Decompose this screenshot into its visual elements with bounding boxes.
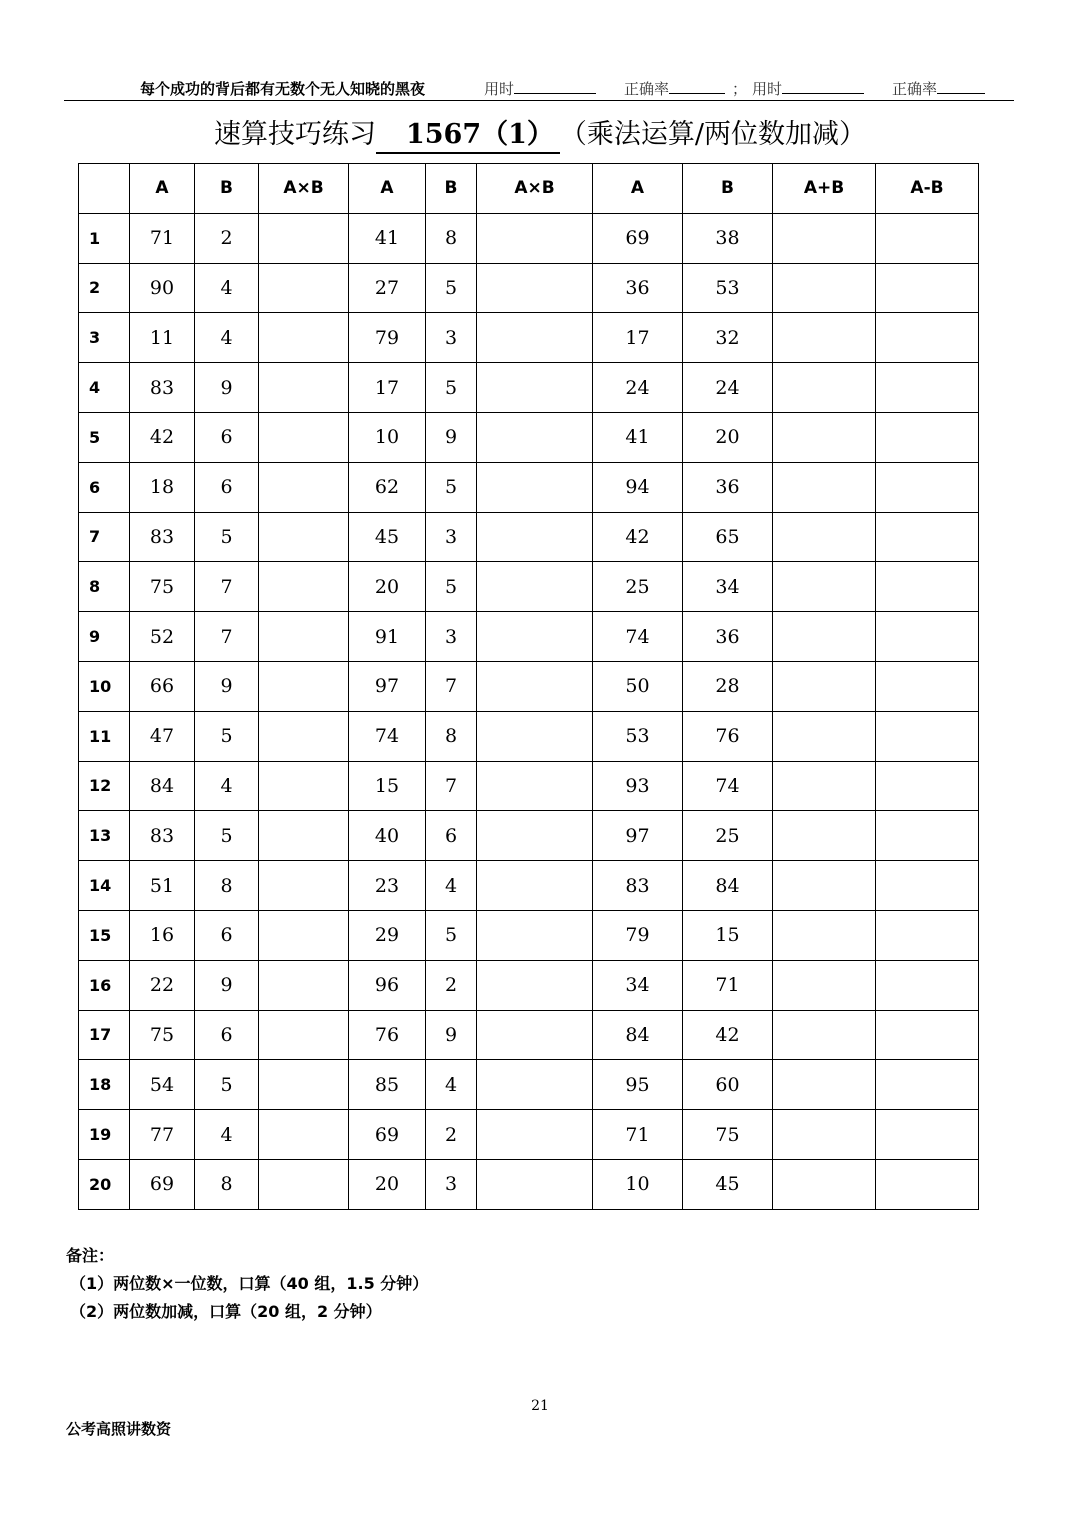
row-index: 6 [79,462,130,512]
ans-mul-2-cell[interactable] [477,811,593,861]
ans-diff-cell[interactable] [876,661,979,711]
operand-cell: 90 [130,263,195,313]
note-line-2: （2）两位数加减，口算（20 组，2 分钟） [70,1302,382,1321]
ans-diff-cell[interactable] [876,1159,979,1209]
ans-diff-cell[interactable] [876,363,979,413]
accuracy-field-1[interactable] [624,78,725,99]
operand-cell: 5 [195,711,259,761]
ans-mul-1-cell[interactable] [259,1010,349,1060]
operand-cell: 15 [349,761,426,811]
operand-cell: 71 [683,960,773,1010]
operand-cell: 11 [130,313,195,363]
time-label-1: 用时 [484,80,515,98]
ans-diff-cell[interactable] [876,811,979,861]
table-row [79,263,979,313]
table-row [79,1159,979,1209]
ans-diff-cell[interactable] [876,462,979,512]
ans-mul-1-cell[interactable] [259,313,349,363]
column-header: A-B [876,164,979,214]
operand-cell: 3 [426,313,477,363]
operand-cell: 34 [593,960,683,1010]
operand-cell: 10 [349,412,426,462]
row-index: 11 [79,711,130,761]
accuracy-blank-1[interactable] [669,78,725,94]
ans-sum-cell[interactable] [773,263,876,313]
row-index: 19 [79,1110,130,1160]
operand-cell: 4 [426,861,477,911]
operand-cell: 66 [130,661,195,711]
ans-mul-2-cell[interactable] [477,661,593,711]
operand-cell: 79 [593,910,683,960]
time-blank-2[interactable] [782,78,864,94]
column-header: A [349,164,426,214]
operand-cell: 6 [195,910,259,960]
ans-mul-2-cell[interactable] [477,412,593,462]
ans-diff-cell[interactable] [876,412,979,462]
table-row [79,861,979,911]
operand-cell: 42 [683,1010,773,1060]
table-row [79,562,979,612]
notes-heading: 备注： [66,1246,115,1265]
ans-mul-1-cell[interactable] [259,811,349,861]
operand-cell: 7 [426,661,477,711]
row-index: 1 [79,213,130,263]
ans-mul-2-cell[interactable] [477,1010,593,1060]
table-row [79,213,979,263]
column-header: B [195,164,259,214]
table-row [79,363,979,413]
operand-cell: 9 [195,661,259,711]
row-index: 4 [79,363,130,413]
operand-cell: 5 [426,562,477,612]
operand-cell: 75 [130,562,195,612]
operand-cell: 8 [426,711,477,761]
row-index: 10 [79,661,130,711]
operand-cell: 27 [349,263,426,313]
operand-cell: 5 [426,910,477,960]
table-row [79,412,979,462]
table-header-row [79,164,979,214]
time-blank-1[interactable] [514,78,596,94]
ans-mul-2-cell[interactable] [477,1060,593,1110]
row-index: 17 [79,1010,130,1060]
operand-cell: 40 [349,811,426,861]
column-header: A×B [477,164,593,214]
table-row [79,1060,979,1110]
table-row [79,512,979,562]
ans-mul-1-cell[interactable] [259,263,349,313]
operand-cell: 76 [349,1010,426,1060]
row-index: 14 [79,861,130,911]
operand-cell: 5 [426,263,477,313]
operand-cell: 15 [683,910,773,960]
operand-cell: 38 [683,213,773,263]
operand-cell: 2 [426,1110,477,1160]
operand-cell: 9 [195,363,259,413]
operand-cell: 9 [426,1010,477,1060]
operand-cell: 22 [130,960,195,1010]
page-title [0,112,1080,154]
ans-mul-1-cell[interactable] [259,412,349,462]
ans-mul-2-cell[interactable] [477,612,593,662]
operand-cell: 84 [683,861,773,911]
row-index: 13 [79,811,130,861]
operand-cell: 7 [195,612,259,662]
operand-cell: 24 [683,363,773,413]
ans-sum-cell[interactable] [773,213,876,263]
operand-cell: 97 [593,811,683,861]
operand-cell: 45 [349,512,426,562]
operand-cell: 83 [593,861,683,911]
operand-cell: 97 [349,661,426,711]
operand-cell: 25 [593,562,683,612]
operand-cell: 83 [130,363,195,413]
table-body [79,213,979,1209]
table-row [79,661,979,711]
ans-sum-cell[interactable] [773,1010,876,1060]
note-line-1: （1）两位数×一位数，口算（40 组，1.5 分钟） [70,1274,429,1293]
ans-mul-2-cell[interactable] [477,910,593,960]
operand-cell: 69 [593,213,683,263]
operand-cell: 96 [349,960,426,1010]
operand-cell: 84 [130,761,195,811]
ans-sum-cell[interactable] [773,412,876,462]
operand-cell: 5 [195,811,259,861]
operand-cell: 23 [349,861,426,911]
operand-cell: 4 [195,263,259,313]
operand-cell: 8 [195,1159,259,1209]
ans-mul-1-cell[interactable] [259,612,349,662]
operand-cell: 75 [130,1010,195,1060]
operand-cell: 5 [426,462,477,512]
table-row [79,612,979,662]
operand-cell: 62 [349,462,426,512]
ans-diff-cell[interactable] [876,313,979,363]
ans-sum-cell[interactable] [773,1159,876,1209]
ans-mul-2-cell[interactable] [477,313,593,363]
operand-cell: 85 [349,1060,426,1110]
row-index: 16 [79,960,130,1010]
operand-cell: 28 [683,661,773,711]
table-row [79,462,979,512]
ans-diff-cell[interactable] [876,1110,979,1160]
operand-cell: 93 [593,761,683,811]
row-index: 15 [79,910,130,960]
operand-cell: 3 [426,1159,477,1209]
operand-cell: 2 [426,960,477,1010]
operand-cell: 3 [426,612,477,662]
operand-cell: 74 [683,761,773,811]
ans-sum-cell[interactable] [773,661,876,711]
operand-cell: 2 [195,213,259,263]
ans-mul-2-cell[interactable] [477,861,593,911]
column-header: B [426,164,477,214]
ans-mul-1-cell[interactable] [259,512,349,562]
time-field-2[interactable] [752,78,864,99]
table-row [79,811,979,861]
operand-cell: 6 [195,1010,259,1060]
ans-sum-cell[interactable] [773,761,876,811]
table-row [79,960,979,1010]
operand-cell: 50 [593,661,683,711]
operand-cell: 6 [426,811,477,861]
ans-diff-cell[interactable] [876,1060,979,1110]
table-row [79,1110,979,1160]
ans-sum-cell[interactable] [773,1110,876,1160]
ans-mul-2-cell[interactable] [477,263,593,313]
table-row [79,313,979,363]
operand-cell: 60 [683,1060,773,1110]
operand-cell: 5 [426,363,477,413]
footer-text: 公考高照讲数资 [66,1420,172,1438]
operand-cell: 9 [195,960,259,1010]
ans-mul-2-cell[interactable] [477,213,593,263]
ans-mul-1-cell[interactable] [259,1159,349,1209]
operand-cell: 51 [130,861,195,911]
operand-cell: 42 [593,512,683,562]
row-index: 3 [79,313,130,363]
ans-mul-1-cell[interactable] [259,960,349,1010]
operand-cell: 84 [593,1010,683,1060]
operand-cell: 91 [349,612,426,662]
ans-mul-2-cell[interactable] [477,462,593,512]
row-index: 20 [79,1159,130,1209]
ans-mul-1-cell[interactable] [259,213,349,263]
operand-cell: 17 [593,313,683,363]
ans-sum-cell[interactable] [773,811,876,861]
table-row [79,711,979,761]
operand-cell: 10 [593,1159,683,1209]
column-header: B [683,164,773,214]
operand-cell: 8 [426,213,477,263]
ans-sum-cell[interactable] [773,612,876,662]
operand-cell: 74 [349,711,426,761]
operand-cell: 47 [130,711,195,761]
operand-cell: 6 [195,462,259,512]
operand-cell: 94 [593,462,683,512]
ans-mul-1-cell[interactable] [259,462,349,512]
accuracy-blank-2[interactable] [937,78,985,94]
row-index: 2 [79,263,130,313]
time-field-1[interactable] [484,78,596,99]
operand-cell: 83 [130,512,195,562]
ans-mul-2-cell[interactable] [477,761,593,811]
operand-cell: 5 [195,1060,259,1110]
operand-cell: 69 [130,1159,195,1209]
table-row [79,1010,979,1060]
column-header: A [593,164,683,214]
notes-section [66,1242,428,1326]
row-index: 5 [79,412,130,462]
operand-cell: 69 [349,1110,426,1160]
ans-sum-cell[interactable] [773,711,876,761]
ans-diff-cell[interactable] [876,263,979,313]
ans-mul-1-cell[interactable] [259,761,349,811]
operand-cell: 20 [349,562,426,612]
operand-cell: 45 [683,1159,773,1209]
row-index: 8 [79,562,130,612]
page-header [64,76,1014,101]
operand-cell: 7 [426,761,477,811]
operand-cell: 74 [593,612,683,662]
operand-cell: 95 [593,1060,683,1110]
operand-cell: 29 [349,910,426,960]
ans-diff-cell[interactable] [876,1010,979,1060]
table-row [79,910,979,960]
ans-sum-cell[interactable] [773,861,876,911]
column-header: A×B [259,164,349,214]
operand-cell: 36 [683,612,773,662]
operand-cell: 76 [683,711,773,761]
operand-cell: 54 [130,1060,195,1110]
ans-mul-1-cell[interactable] [259,711,349,761]
ans-diff-cell[interactable] [876,711,979,761]
operand-cell: 5 [195,512,259,562]
operand-cell: 65 [683,512,773,562]
ans-mul-1-cell[interactable] [259,861,349,911]
table-row [79,761,979,811]
header-index [79,164,130,214]
operand-cell: 53 [593,711,683,761]
column-header: A [130,164,195,214]
operand-cell: 52 [130,612,195,662]
operand-cell: 20 [349,1159,426,1209]
ans-mul-2-cell[interactable] [477,960,593,1010]
ans-sum-cell[interactable] [773,960,876,1010]
separator: ； [732,80,748,98]
operand-cell: 7 [195,562,259,612]
ans-sum-cell[interactable] [773,1060,876,1110]
row-index: 18 [79,1060,130,1110]
operand-cell: 4 [195,761,259,811]
operand-cell: 36 [683,462,773,512]
operand-cell: 4 [195,1110,259,1160]
accuracy-label-1: 正确率 [624,80,670,98]
operand-cell: 42 [130,412,195,462]
operand-cell: 75 [683,1110,773,1160]
operand-cell: 17 [349,363,426,413]
operand-cell: 36 [593,263,683,313]
row-index: 7 [79,512,130,562]
operand-cell: 18 [130,462,195,512]
operand-cell: 3 [426,512,477,562]
ans-sum-cell[interactable] [773,363,876,413]
operand-cell: 32 [683,313,773,363]
operand-cell: 16 [130,910,195,960]
time-label-2: 用时 [752,80,783,98]
ans-diff-cell[interactable] [876,861,979,911]
ans-sum-cell[interactable] [773,512,876,562]
practice-table [78,163,979,1210]
accuracy-field-2[interactable] [892,78,985,99]
ans-sum-cell[interactable] [773,562,876,612]
column-header: A+B [773,164,876,214]
ans-mul-2-cell[interactable] [477,1110,593,1160]
ans-diff-cell[interactable] [876,960,979,1010]
operand-cell: 34 [683,562,773,612]
operand-cell: 71 [593,1110,683,1160]
ans-mul-1-cell[interactable] [259,363,349,413]
ans-mul-2-cell[interactable] [477,363,593,413]
ans-mul-1-cell[interactable] [259,661,349,711]
ans-mul-2-cell[interactable] [477,1159,593,1209]
ans-mul-1-cell[interactable] [259,1110,349,1160]
operand-cell: 41 [593,412,683,462]
ans-diff-cell[interactable] [876,213,979,263]
operand-cell: 83 [130,811,195,861]
operand-cell: 77 [130,1110,195,1160]
ans-mul-2-cell[interactable] [477,562,593,612]
operand-cell: 41 [349,213,426,263]
row-index: 12 [79,761,130,811]
ans-diff-cell[interactable] [876,562,979,612]
operand-cell: 9 [426,412,477,462]
ans-diff-cell[interactable] [876,761,979,811]
operand-cell: 71 [130,213,195,263]
operand-cell: 4 [195,313,259,363]
ans-diff-cell[interactable] [876,612,979,662]
motto-text: 每个成功的背后都有无数个无人知晓的黑夜 [140,80,426,98]
ans-sum-cell[interactable] [773,910,876,960]
page-number: 21 [531,1398,549,1414]
ans-mul-1-cell[interactable] [259,1060,349,1110]
ans-diff-cell[interactable] [876,910,979,960]
operand-cell: 4 [426,1060,477,1110]
title-prefix: 速算技巧练习 [213,119,376,150]
row-index: 9 [79,612,130,662]
ans-sum-cell[interactable] [773,313,876,363]
operand-cell: 6 [195,412,259,462]
operand-cell: 24 [593,363,683,413]
ans-mul-1-cell[interactable] [259,562,349,612]
title-code: 1567（1） [376,118,560,154]
ans-sum-cell[interactable] [773,462,876,512]
operand-cell: 79 [349,313,426,363]
ans-mul-2-cell[interactable] [477,512,593,562]
ans-mul-2-cell[interactable] [477,711,593,761]
ans-diff-cell[interactable] [876,512,979,562]
ans-mul-1-cell[interactable] [259,910,349,960]
operand-cell: 20 [683,412,773,462]
operand-cell: 8 [195,861,259,911]
title-suffix: （乘法运算/两位数加减） [559,119,867,150]
operand-cell: 53 [683,263,773,313]
accuracy-label-2: 正确率 [892,80,938,98]
operand-cell: 25 [683,811,773,861]
